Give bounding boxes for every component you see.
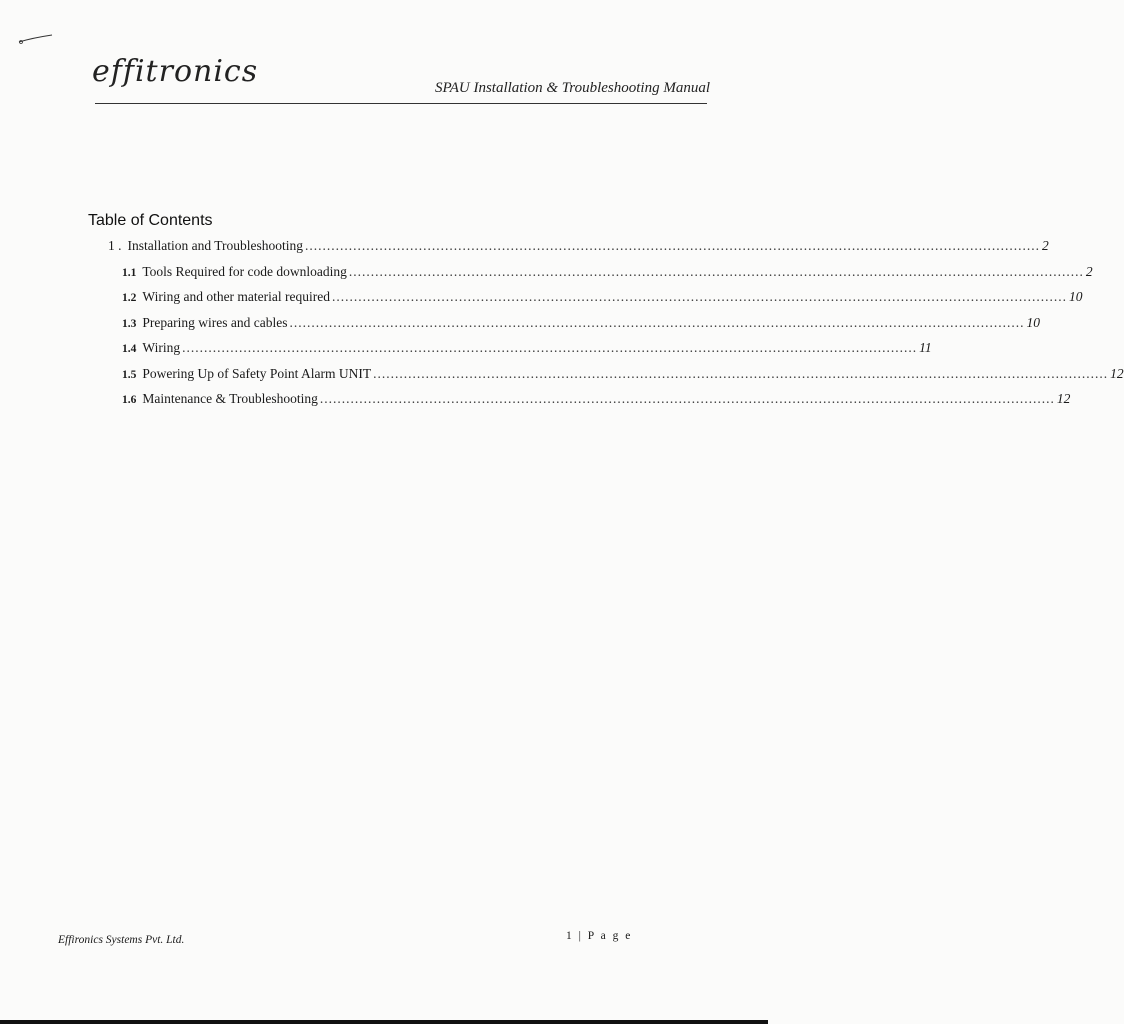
toc-entry-page: 10: [1069, 289, 1083, 304]
toc-entry-1-2[interactable]: [108, 289, 1083, 315]
toc-entry-page: 2: [1042, 238, 1049, 253]
toc-entry-1-6[interactable]: [108, 391, 1071, 417]
toc-leader-dots: ........................................................................................................................................................................: [332, 289, 1068, 304]
toc-entry-page: 2: [1085, 263, 1093, 279]
toc-entry-label: Wiring and other material required: [142, 289, 331, 304]
toc-entry-label: Maintenance & Troubleshooting: [142, 391, 318, 406]
toc-leader-dots: ........................................................................................................................................................................: [348, 263, 1084, 279]
table-of-contents: [108, 238, 1124, 417]
toc-entry-label: Tools Required for code downloading: [142, 263, 347, 279]
toc-entry-page: 11: [919, 340, 932, 355]
toc-entry-number: 1.1: [122, 266, 137, 279]
toc-entry-1-4[interactable]: [108, 340, 932, 366]
toc-leader-dots: ........................................................................................................................................................................: [319, 391, 1055, 406]
toc-entry-1-3[interactable]: [108, 314, 1040, 341]
toc-entry-page: 12: [1056, 391, 1071, 406]
toc-leader-dots: ........................................................................................................................................................................: [182, 340, 918, 355]
toc-entry-number: 1.3: [122, 317, 137, 330]
toc-entry-page: 10: [1026, 314, 1040, 330]
toc-entry-label: Installation and Troubleshooting: [127, 238, 303, 253]
toc-entry-number: 1.4: [122, 343, 137, 355]
toc-entry-number: 1 .: [108, 238, 122, 253]
company-logo: effitronics: [92, 54, 259, 89]
toc-entry-number: 1.6: [122, 394, 137, 406]
toc-leader-dots: ........................................................................................................................................................................: [373, 365, 1109, 381]
toc-entry-number: 1.5: [122, 368, 137, 381]
toc-entry-1-5[interactable]: [108, 365, 1124, 392]
toc-entry-page: 12: [1110, 365, 1124, 381]
toc-entry-1-1[interactable]: [108, 263, 1093, 290]
toc-entry-number: 1.2: [122, 292, 137, 304]
header-divider: [95, 103, 707, 104]
scan-bottom-edge: [0, 1020, 768, 1024]
toc-entry-label: Wiring: [142, 340, 181, 355]
pen-mark: [18, 34, 54, 44]
toc-entry-label: Powering Up of Safety Point Alarm UNIT: [142, 365, 372, 381]
toc-heading: Table of Contents: [88, 212, 213, 229]
toc-leader-dots: ........................................................................................................................................................................: [289, 314, 1025, 330]
toc-entry-1[interactable]: [108, 238, 1049, 264]
footer-page-number: 1 | P a g e: [566, 930, 633, 942]
manual-title: SPAU Installation & Troubleshooting Manual: [434, 80, 710, 96]
toc-entry-label: Preparing wires and cables: [142, 314, 288, 330]
toc-leader-dots: ........................................................................................................................................................................: [305, 238, 1040, 253]
footer-company-name: Effironics Systems Pvt. Ltd.: [58, 934, 185, 946]
